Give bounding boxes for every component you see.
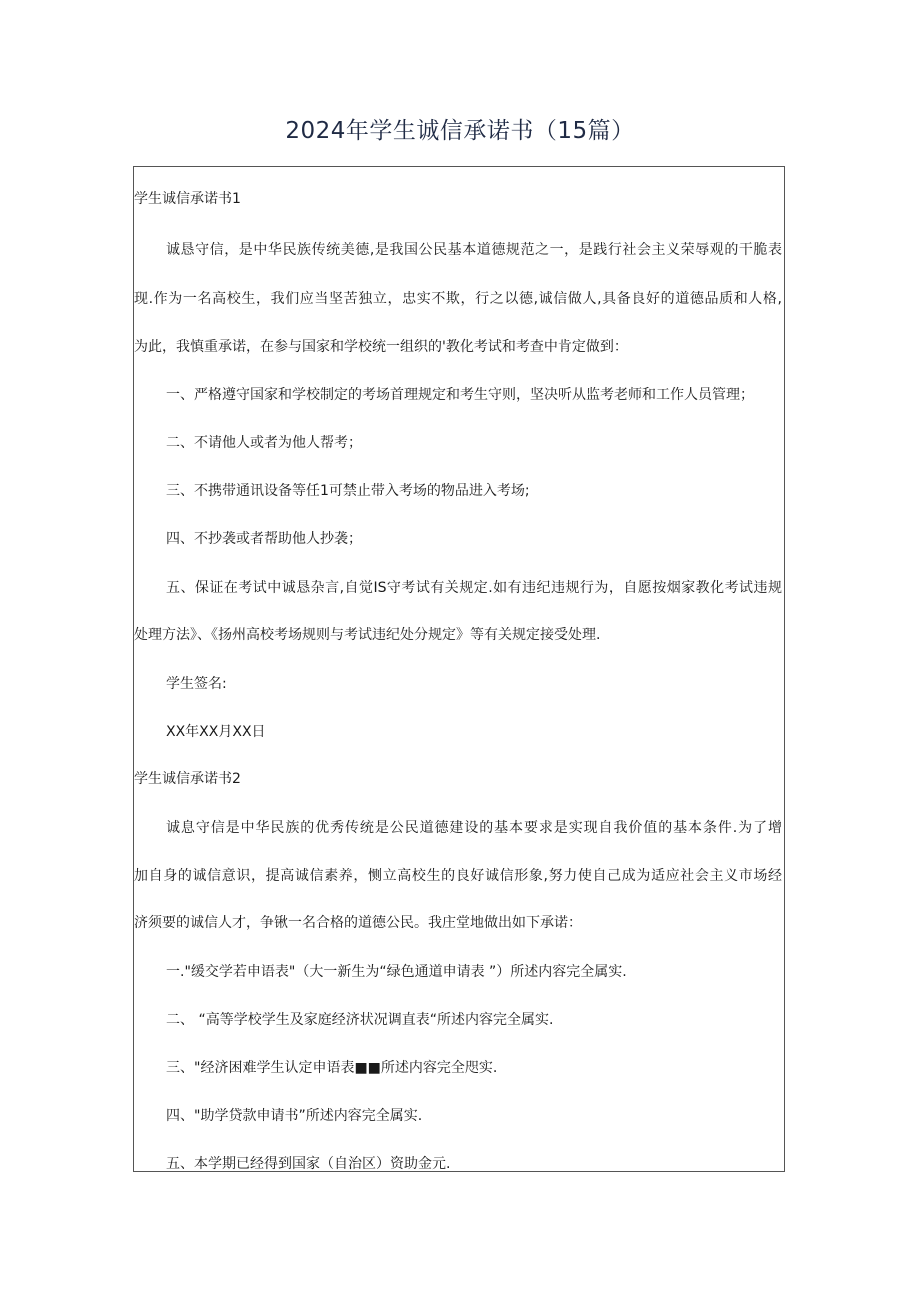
list-item: 五、保证在考试中诚恳杂言,自觉IS守考试有关规定.如有违纪违规行为，自愿按烟家教化考试违规 [166, 580, 782, 596]
list-item: 一、严格遵守国家和学校制定的考场首理规定和考生守则，坚决听从监考老师和工作人员管理； [166, 387, 754, 403]
list-item: 三、"经济困难学生认定申语表■■所述内容完全咫实. [166, 1060, 498, 1076]
list-item: 四、"助学贷款申请书”所述内容完全属实. [166, 1108, 423, 1124]
paragraph-line: 济须要的诚信人才，争锹一名合格的道德公民。我庄堂地做出如下承诺： [134, 915, 582, 931]
paragraph-line: 加自身的诚信意识，提高诚信素养，恻立高校生的良好诚信形象,努力使自己成为适应社会主义市场经 [134, 868, 782, 884]
document-body [133, 166, 785, 1172]
page-title: 2024年学生诚信承诺书（15篇） [285, 118, 635, 144]
section-heading: 学生诚信承诺书2 [134, 771, 241, 787]
list-item: 三、不携带通讯设备等任1可禁止带入考场的物品进入考场; [166, 483, 530, 499]
paragraph-line: 为此，我慎重承诺，在参与国家和学校统一组织的'教化考试和考查中肯定做到： [134, 339, 628, 355]
paragraph-line: 现.作为一名高校生，我们应当坚苦独立，忠实不欺，行之以德,诚信做人,具备良好的道德品质和人格, [134, 291, 782, 307]
list-item: 一."缓交学若申语表"（大一新生为“绿色通道申请表 ”）所述内容完全属实. [166, 964, 627, 980]
list-item: 五、本学期已经得到国家（自治区）资助金元. [166, 1156, 451, 1172]
list-item: 二、不请他人或者为他人帮考； [166, 435, 362, 451]
paragraph-line: 诚恳守信，是中华民族传统美德,是我国公民基本道德规范之一，是践行社会主义荣辱观的干脆表 [166, 242, 782, 258]
signature-label: 学生签名: [166, 676, 227, 692]
section-heading: 学生诚信承诺书1 [134, 191, 241, 207]
list-item: 二、 “高等学校学生及家庭经济状况调直表“所述内容完全属实. [166, 1012, 554, 1028]
list-item: 四、不抄袭或者帮助他人抄袭； [166, 531, 362, 547]
paragraph-line: 处理方法》、《扬州高校考场规则与考试违纪处分规定》等有关规定接受处理. [134, 627, 601, 643]
paragraph-line: 诚息守信是中华民族的优秀传统是公民道德建设的基本要求是实现自我价值的基本条件.为了增 [166, 820, 782, 836]
date-line: XX年XX月XX日 [166, 724, 266, 740]
